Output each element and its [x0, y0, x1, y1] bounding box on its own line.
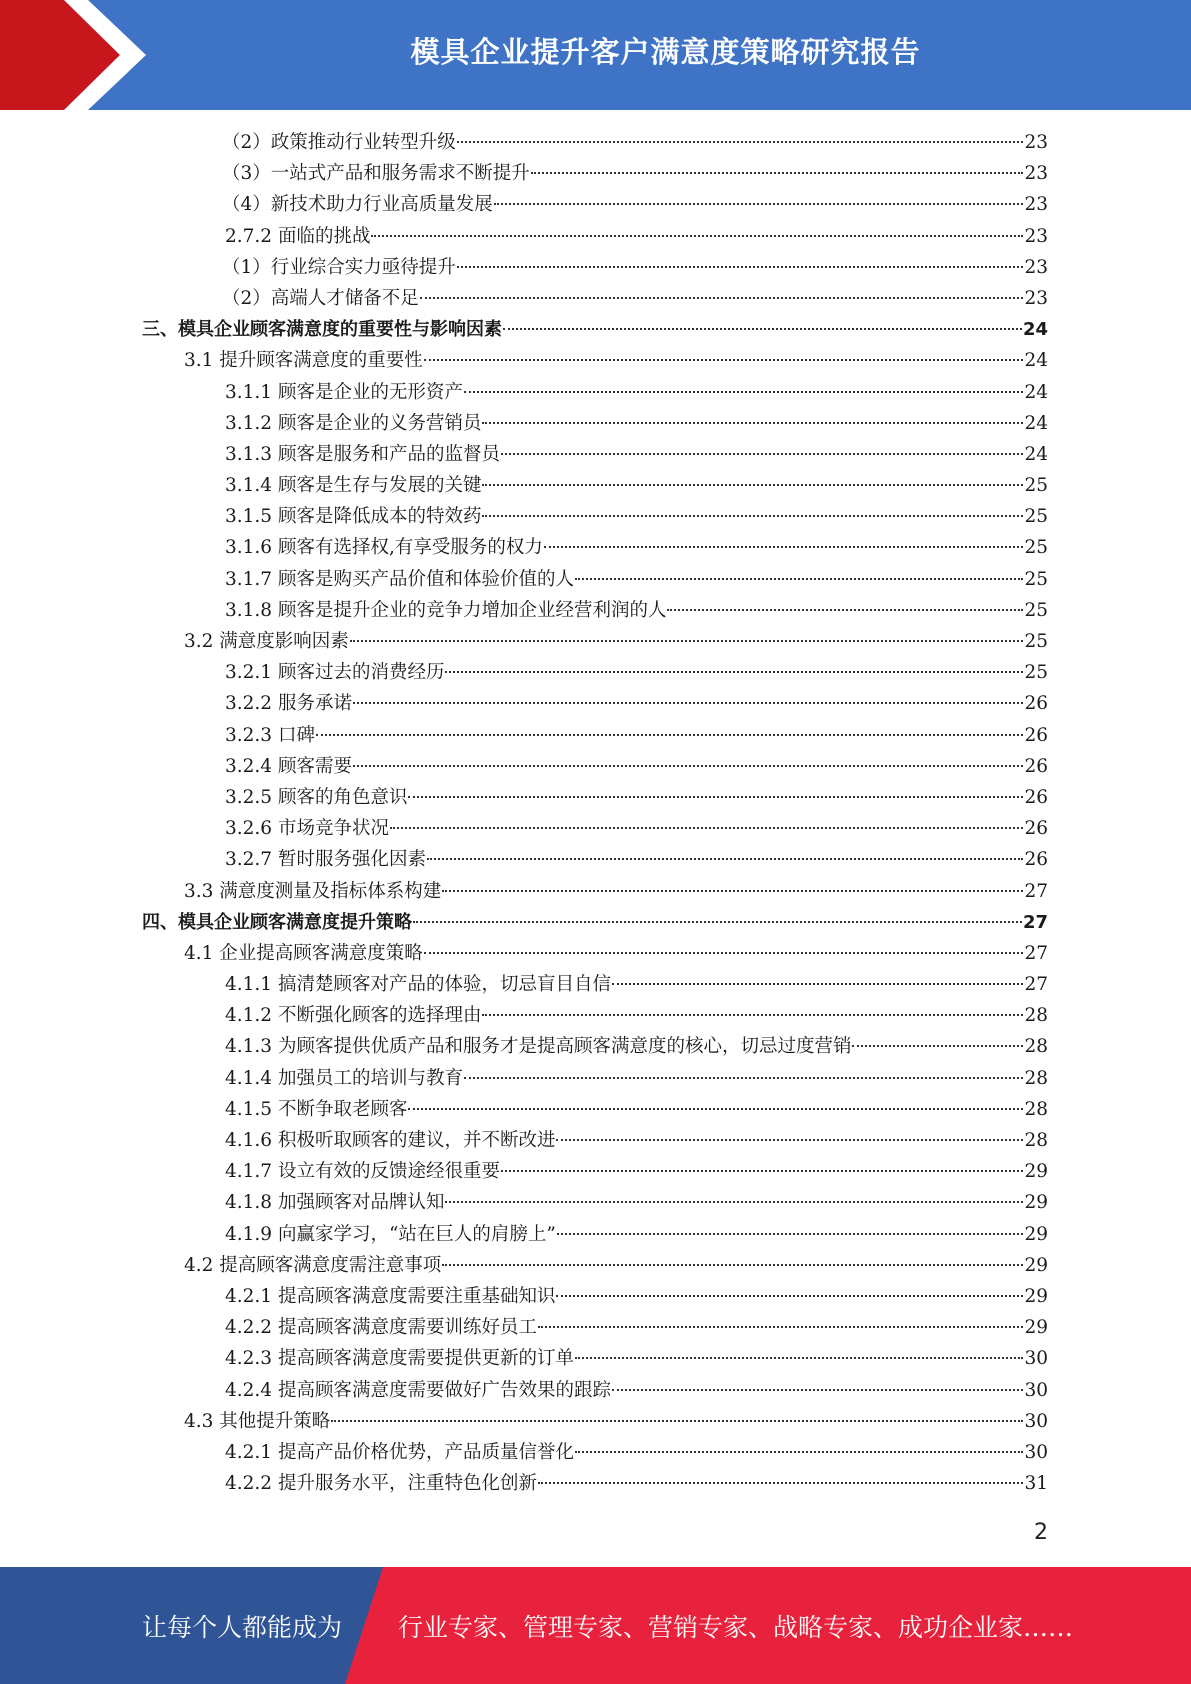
toc-entry-label: 3.2 满意度影响因素	[184, 631, 349, 652]
toc-entry[interactable]	[0, 938, 1191, 969]
toc-entry-page: 26	[1024, 786, 1048, 808]
toc-entry[interactable]	[0, 1094, 1191, 1125]
toc-entry[interactable]	[0, 1000, 1191, 1031]
toc-entry-page: 28	[1024, 1036, 1048, 1058]
toc-entry-label: 4.2.1 提高顾客满意度需要注重基础知识	[225, 1285, 556, 1307]
toc-entry-page: 25	[1024, 662, 1048, 684]
toc-entry-label: 4.1.5 不断争取老顾客	[225, 1098, 408, 1120]
toc-dot-leader	[503, 328, 1022, 330]
footer-slogan-left: 让每个人都能成为	[142, 1612, 343, 1642]
toc-entry-page: 23	[1024, 287, 1048, 309]
toc-dot-leader	[852, 1045, 1023, 1047]
toc-entry[interactable]	[0, 1219, 1191, 1250]
toc-entry[interactable]	[0, 439, 1191, 470]
toc-entry[interactable]	[0, 626, 1191, 657]
toc-entry-page: 29	[1024, 1161, 1048, 1183]
toc-entry-page: 26	[1024, 755, 1048, 777]
toc-entry[interactable]	[0, 657, 1191, 688]
toc-dot-leader	[482, 484, 1023, 486]
toc-entry[interactable]	[0, 907, 1191, 938]
toc-dot-leader	[494, 203, 1024, 205]
toc-entry-page: 26	[1024, 818, 1048, 840]
toc-entry-page: 27	[1022, 911, 1048, 933]
toc-entry-label: 4.1.8 加强顾客对品牌认知	[225, 1192, 445, 1214]
toc-dot-leader	[390, 827, 1023, 829]
toc-dot-leader	[538, 1482, 1023, 1484]
toc-entry-page: 25	[1024, 506, 1048, 528]
toc-entry[interactable]	[0, 564, 1191, 595]
toc-entry-label: （3）一站式产品和服务需求不断提升	[222, 163, 530, 185]
toc-entry-label: 3.2.5 顾客的角色意识	[225, 786, 408, 808]
toc-entry[interactable]	[0, 314, 1191, 345]
toc-dot-leader	[482, 515, 1023, 517]
toc-entry-page: 31	[1024, 1473, 1048, 1495]
toc-entry-label: 2.7.2 面临的挑战	[225, 225, 371, 247]
toc-entry-label: （2）政策推动行业转型升级	[222, 132, 456, 153]
toc-dot-leader	[501, 453, 1023, 455]
toc-entry-label: 3.2.2 服务承诺	[225, 693, 352, 715]
toc-entry-page: 30	[1024, 1379, 1048, 1401]
toc-entry-label: 3.1.3 顾客是服务和产品的监督员	[225, 443, 500, 465]
toc-dot-leader	[612, 983, 1023, 985]
toc-entry-page: 24	[1024, 381, 1048, 403]
page-footer	[0, 1567, 1191, 1684]
toc-entry-page: 24	[1024, 443, 1048, 465]
toc-entry-page: 24	[1024, 350, 1048, 372]
toc-entry-page: 23	[1024, 225, 1048, 247]
toc-dot-leader	[464, 1077, 1023, 1079]
toc-dot-leader	[424, 359, 1024, 361]
toc-entry[interactable]	[0, 252, 1191, 283]
toc-entry[interactable]	[0, 1187, 1191, 1218]
toc-dot-leader	[612, 1389, 1023, 1391]
toc-dot-leader	[482, 1014, 1023, 1016]
toc-entry-label: 3.2.3 口碑	[225, 724, 315, 746]
toc-entry-label: 三、模具企业顾客满意度的重要性与影响因素	[142, 319, 502, 341]
toc-dot-leader	[575, 578, 1023, 580]
toc-dot-leader	[353, 765, 1024, 767]
toc-entry-label: 4.2.2 提高顾客满意度需要训练好员工	[225, 1317, 537, 1339]
toc-entry-page: 27	[1024, 974, 1048, 996]
toc-entry[interactable]	[0, 595, 1191, 626]
toc-dot-leader	[442, 890, 1023, 892]
toc-entry[interactable]	[0, 813, 1191, 844]
toc-entry[interactable]	[0, 470, 1191, 501]
toc-entry[interactable]	[0, 1031, 1191, 1062]
toc-entry-page: 25	[1024, 537, 1048, 559]
toc-entry-label: 3.1.6 顾客有选择权,有享受服务的权力	[225, 537, 543, 559]
toc-entry[interactable]	[0, 1343, 1191, 1374]
toc-entry-page: 23	[1024, 194, 1048, 216]
toc-dot-leader	[424, 952, 1024, 954]
toc-entry-label: 4.2 提高顾客满意度需注意事项	[184, 1254, 442, 1276]
toc-entry-label: （1）行业综合实力亟待提升	[222, 256, 456, 278]
toc-dot-leader	[413, 921, 1022, 923]
toc-dot-leader	[445, 671, 1023, 673]
toc-entry-label: 3.2.1 顾客过去的消费经历	[225, 662, 445, 684]
toc-entry-page: 27	[1024, 880, 1048, 902]
toc-dot-leader	[575, 1357, 1023, 1359]
toc-entry-page: 25	[1024, 599, 1048, 621]
toc-entry[interactable]	[0, 1312, 1191, 1343]
toc-entry[interactable]	[0, 345, 1191, 376]
toc-dot-leader	[575, 1451, 1023, 1453]
toc-entry-label: 3.2.7 暂时服务强化因素	[225, 849, 426, 871]
toc-entry[interactable]	[0, 1437, 1191, 1468]
page-header	[0, 0, 1191, 110]
toc-dot-leader	[556, 1139, 1023, 1141]
toc-entry[interactable]	[0, 1156, 1191, 1187]
toc-entry[interactable]	[0, 1250, 1191, 1281]
toc-entry[interactable]	[0, 720, 1191, 751]
toc-entry-page: 29	[1024, 1254, 1048, 1276]
toc-entry-label: 3.2.6 市场竞争状况	[225, 818, 389, 840]
document-title: 模具企业提升客户满意度策略研究报告	[410, 34, 921, 69]
toc-entry-page: 24	[1022, 319, 1048, 341]
toc-entry[interactable]	[0, 1406, 1191, 1437]
toc-entry[interactable]	[0, 158, 1191, 189]
toc-entry[interactable]	[0, 221, 1191, 252]
toc-entry-label: 4.1.1 搞清楚顾客对产品的体验，切忌盲目自信	[225, 974, 611, 996]
toc-dot-leader	[667, 609, 1023, 611]
toc-entry-label: 4.1.9 向赢家学习，“站在巨人的肩膀上”	[225, 1223, 556, 1245]
toc-entry-label: 4.2.3 提高顾客满意度需要提供更新的订单	[225, 1348, 574, 1370]
toc-entry-label: 3.1.1 顾客是企业的无形资产	[225, 381, 463, 403]
toc-entry-label: 3.1.4 顾客是生存与发展的关键	[225, 475, 482, 497]
toc-entry-label: 4.2.4 提高顾客满意度需要做好广告效果的跟踪	[225, 1379, 611, 1401]
toc-entry-page: 29	[1024, 1192, 1048, 1214]
toc-entry-label: 3.2.4 顾客需要	[225, 755, 352, 777]
toc-entry[interactable]	[0, 1375, 1191, 1406]
toc-entry-page: 28	[1024, 1098, 1048, 1120]
toc-entry-page: 29	[1024, 1317, 1048, 1339]
toc-entry-label: 4.1.6 积极听取顾客的建议，并不断改进	[225, 1130, 556, 1151]
toc-dot-leader	[408, 796, 1023, 798]
toc-entry-label: 3.1.8 顾客是提升企业的竞争力增加企业经营利润的人	[225, 599, 667, 621]
toc-entry[interactable]	[0, 501, 1191, 532]
toc-entry[interactable]	[0, 876, 1191, 907]
toc-entry[interactable]	[0, 1468, 1191, 1499]
toc-entry-page: 23	[1024, 132, 1048, 153]
toc-entry-page: 23	[1024, 256, 1048, 278]
toc-entry-label: 4.1 企业提高顾客满意度策略	[184, 942, 423, 964]
toc-dot-leader	[353, 702, 1024, 704]
toc-entry[interactable]	[0, 844, 1191, 875]
toc-entry-page: 26	[1024, 724, 1048, 746]
page-number: 2	[1034, 1520, 1048, 1545]
footer-slogan-right: 行业专家、管理专家、营销专家、战略专家、成功企业家……	[398, 1612, 1074, 1642]
toc-entry-label: 4.2.1 提高产品价格优势，产品质量信誉化	[225, 1441, 574, 1463]
toc-entry-label: 4.1.7 设立有效的反馈途经很重要	[225, 1161, 500, 1183]
toc-dot-leader	[420, 297, 1024, 299]
toc-entry-page: 29	[1024, 1223, 1048, 1245]
toc-entry-label: 4.3 其他提升策略	[184, 1410, 331, 1432]
toc-entry[interactable]	[0, 688, 1191, 719]
toc-entry[interactable]	[0, 283, 1191, 314]
toc-entry-label: （4）新技术助力行业高质量发展	[222, 194, 493, 216]
toc-entry-label: 3.1.7 顾客是购买产品价值和体验价值的人	[225, 568, 574, 590]
toc-entry-page: 25	[1024, 568, 1048, 590]
toc-dot-leader	[556, 1295, 1023, 1297]
header-arrow-graphic	[0, 0, 160, 110]
toc-entry-label: 3.1.2 顾客是企业的义务营销员	[225, 412, 482, 434]
toc-entry-label: 3.1.5 顾客是降低成本的特效药	[225, 506, 482, 528]
toc-entry[interactable]	[0, 377, 1191, 408]
toc-dot-leader	[445, 1201, 1023, 1203]
toc-entry[interactable]	[0, 532, 1191, 563]
toc-entry-page: 25	[1024, 631, 1048, 652]
toc-entry-page: 30	[1024, 1441, 1048, 1463]
toc-entry-page: 26	[1024, 849, 1048, 871]
toc-dot-leader	[457, 141, 1024, 143]
toc-entry[interactable]	[0, 969, 1191, 1000]
toc-entry-label: 4.1.2 不断强化顾客的选择理由	[225, 1005, 482, 1027]
toc-entry-page: 25	[1024, 475, 1048, 497]
toc-entry-page: 28	[1024, 1067, 1048, 1089]
toc-dot-leader	[501, 1170, 1023, 1172]
toc-entry[interactable]	[0, 1063, 1191, 1094]
toc-dot-leader	[371, 235, 1023, 237]
toc-dot-leader	[531, 172, 1024, 174]
toc-entry-label: 4.2.2 提升服务水平，注重特色化创新	[225, 1473, 537, 1495]
toc-entry-page: 27	[1024, 942, 1048, 964]
toc-entry-page: 23	[1024, 163, 1048, 185]
toc-entry-label: 四、模具企业顾客满意度提升策略	[142, 911, 412, 933]
toc-dot-leader	[350, 640, 1024, 642]
toc-dot-leader	[544, 546, 1024, 548]
toc-entry-page: 24	[1024, 412, 1048, 434]
toc-entry-label: 3.1 提升顾客满意度的重要性	[184, 350, 423, 372]
toc-entry-page: 30	[1024, 1348, 1048, 1370]
toc-dot-leader	[408, 1108, 1023, 1110]
toc-dot-leader	[442, 1264, 1023, 1266]
toc-dot-leader	[316, 734, 1024, 736]
toc-entry[interactable]	[0, 782, 1191, 813]
toc-dot-leader	[427, 858, 1023, 860]
toc-entry-label: （2）高端人才储备不足	[222, 287, 419, 309]
toc-dot-leader	[464, 391, 1023, 393]
toc-entry[interactable]	[0, 751, 1191, 782]
toc-entry-page: 28	[1024, 1130, 1048, 1151]
toc-entry[interactable]	[0, 189, 1191, 220]
toc-entry-page: 26	[1024, 693, 1048, 715]
toc-entry[interactable]	[0, 127, 1191, 158]
toc-entry-label: 4.1.3 为顾客提供优质产品和服务才是提高顾客满意度的核心，切忌过度营销	[225, 1036, 852, 1058]
toc-dot-leader	[331, 1420, 1023, 1422]
toc-entry-label: 4.1.4 加强员工的培训与教育	[225, 1067, 463, 1089]
toc-dot-leader	[557, 1233, 1024, 1235]
toc-entry-page: 28	[1024, 1005, 1048, 1027]
toc-entry[interactable]	[0, 1281, 1191, 1312]
toc-entry-page: 29	[1024, 1285, 1048, 1307]
toc-dot-leader	[538, 1326, 1023, 1328]
toc-dot-leader	[482, 422, 1023, 424]
toc-entry-page: 30	[1024, 1410, 1048, 1432]
table-of-contents	[0, 127, 1191, 1499]
toc-entry[interactable]	[0, 408, 1191, 439]
toc-dot-leader	[457, 266, 1024, 268]
toc-entry-label: 3.3 满意度测量及指标体系构建	[184, 880, 442, 902]
toc-entry[interactable]	[0, 1125, 1191, 1156]
